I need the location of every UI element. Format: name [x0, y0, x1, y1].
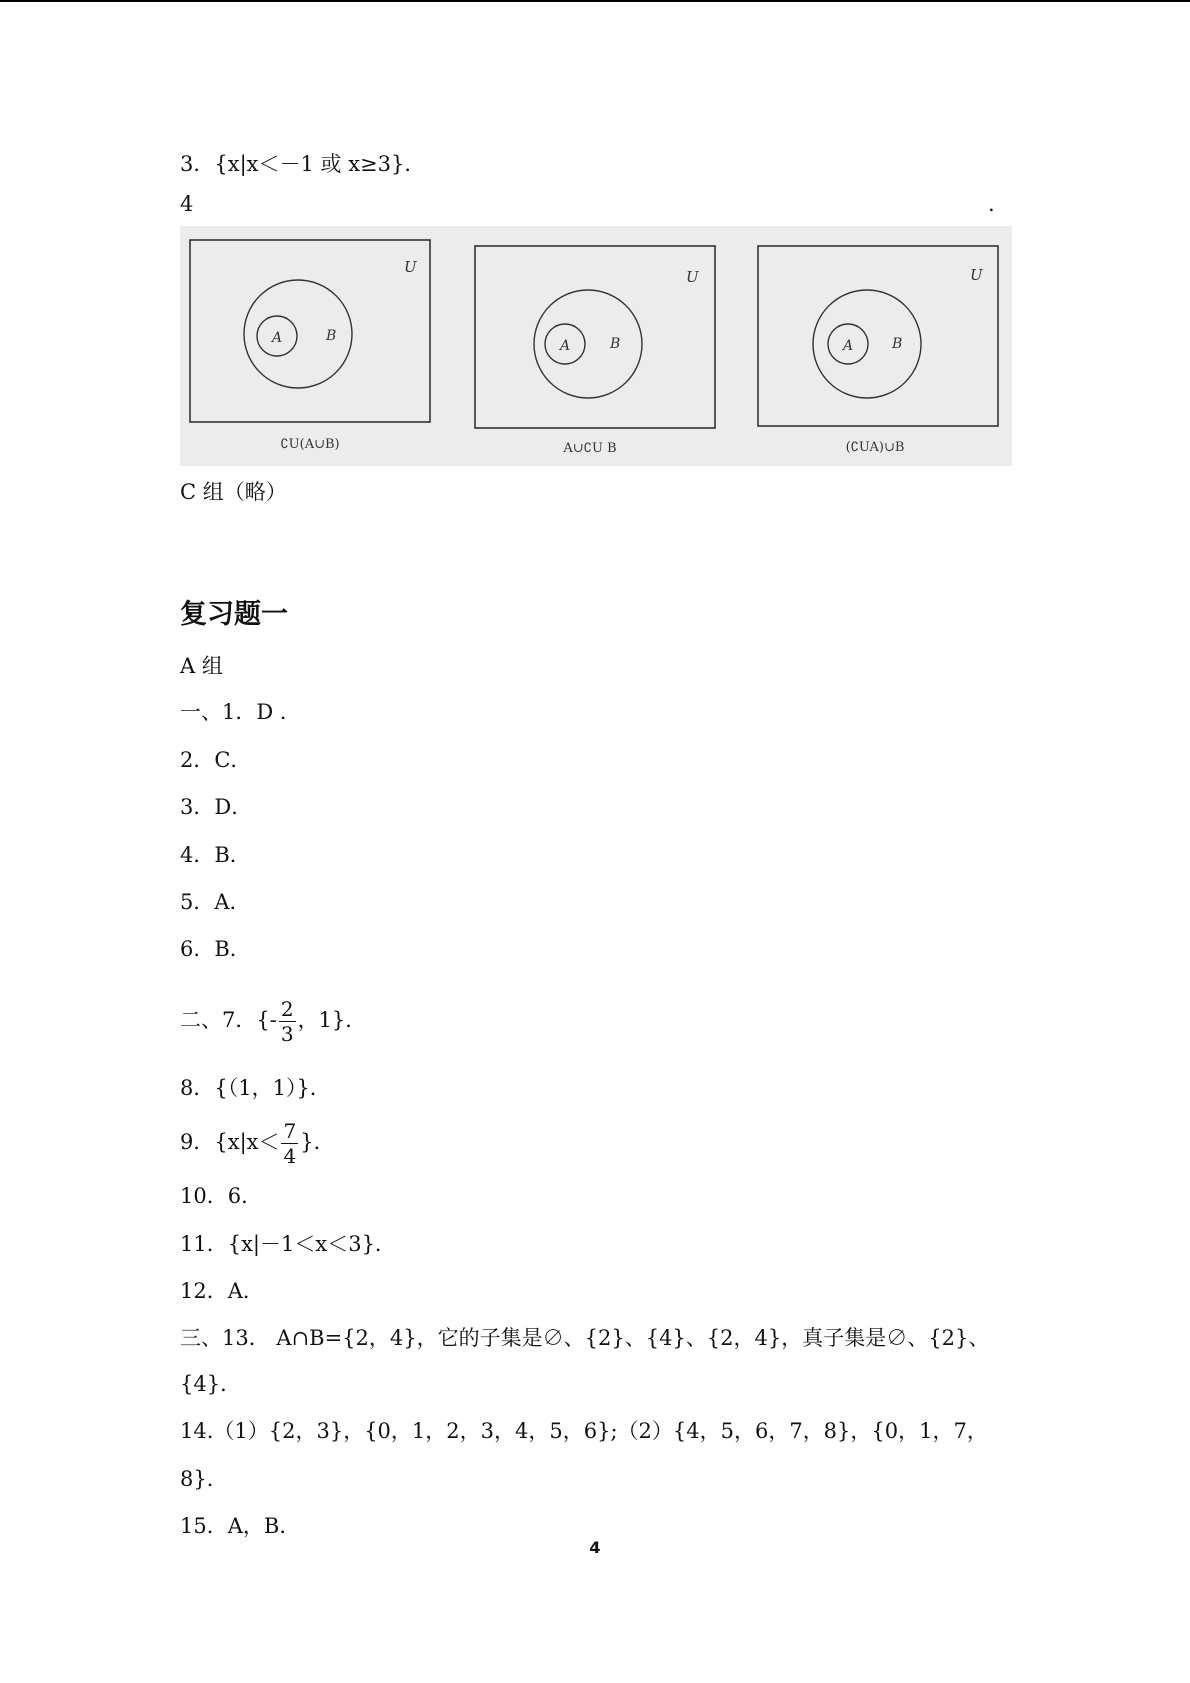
venn-panel-2: [475, 246, 715, 456]
review-answer-6: 6．B．: [180, 937, 251, 961]
venn-figure: [180, 226, 1012, 466]
review-answer-3: 3．D．: [180, 795, 253, 819]
review-answer-12: 12．A．: [180, 1279, 264, 1303]
venn-caption: (∁UA)∪B: [845, 440, 905, 455]
top-rule: [0, 0, 1190, 2]
review-answer-9: [180, 1112, 335, 1172]
fraction-numerator: 2: [280, 997, 294, 1021]
universe-label: U: [970, 266, 983, 284]
venn-caption: A∪∁U B: [563, 441, 617, 456]
review-answer-7: [180, 990, 366, 1050]
review-answer-14-cont: 8}．: [180, 1467, 228, 1491]
review-answer-8: 8．{（1，1）}．: [180, 1076, 331, 1100]
answer-4-label: 4: [180, 192, 194, 216]
universe-rect: [758, 246, 998, 426]
answer-7-suffix: ，1}．: [297, 1008, 367, 1032]
review-answer-13-cont: {4}．: [180, 1372, 242, 1396]
set-a-label: A: [272, 330, 283, 346]
review-answer-2: 2．C．: [180, 748, 252, 772]
answer-3: 3．{x|x＜－1 或 x≥3}．: [180, 152, 426, 176]
fraction-seven-fourths: [281, 1119, 298, 1168]
set-b-label: B: [326, 328, 337, 344]
answer-9-prefix: 9．{x|x＜: [180, 1130, 280, 1154]
answer-7-prefix: 二、7．{-: [180, 1008, 277, 1032]
venn-panel-3: [758, 246, 998, 455]
universe-rect: [475, 246, 715, 428]
fraction-denominator: 4: [283, 1144, 297, 1168]
page-number: 4: [589, 1538, 601, 1557]
set-b-circle: [813, 290, 921, 398]
set-b-label: B: [610, 336, 621, 352]
review-answer-4: 4．B．: [180, 843, 251, 867]
venn-caption: ∁U(A∪B): [280, 437, 340, 452]
answer-9-suffix: }．: [300, 1130, 335, 1154]
fraction-two-thirds: [279, 997, 296, 1046]
venn-panel-1: [190, 240, 430, 452]
review-answer-14: 14.（1）{2，3}，{0，1，2，3，4，5，6};（2）{4，5，6，7，8}，{0，1，7，: [180, 1419, 988, 1443]
set-a-label: A: [843, 338, 854, 354]
review-answer-5: 5．A．: [180, 890, 251, 914]
venn-diagrams: [180, 226, 1012, 466]
universe-rect: [190, 240, 430, 422]
review-answer-13: 三、13． A∩B={2，4}，它的子集是∅、{2}、{4}、{2，4}，真子集是∅、{2}、: [180, 1326, 990, 1350]
set-b-label: B: [892, 336, 903, 352]
universe-label: U: [404, 258, 417, 276]
universe-label: U: [686, 268, 699, 286]
review-answer-1: 一、1．D ．: [180, 700, 301, 724]
section-heading: 复习题一: [180, 599, 288, 630]
review-answer-15: 15．A，B．: [180, 1514, 301, 1538]
fraction-denominator: 3: [280, 1022, 294, 1046]
fraction-numerator: 7: [283, 1119, 297, 1143]
review-answer-10: 10．6．: [180, 1184, 263, 1208]
set-a-label: A: [560, 338, 571, 354]
a-group-label: A 组: [180, 654, 223, 678]
review-answer-11: 11．{x|－1＜x＜3}．: [180, 1232, 396, 1256]
answer-4-dot: .: [988, 192, 995, 216]
c-group-note: C 组（略）: [180, 480, 287, 504]
set-b-circle: [534, 290, 642, 398]
